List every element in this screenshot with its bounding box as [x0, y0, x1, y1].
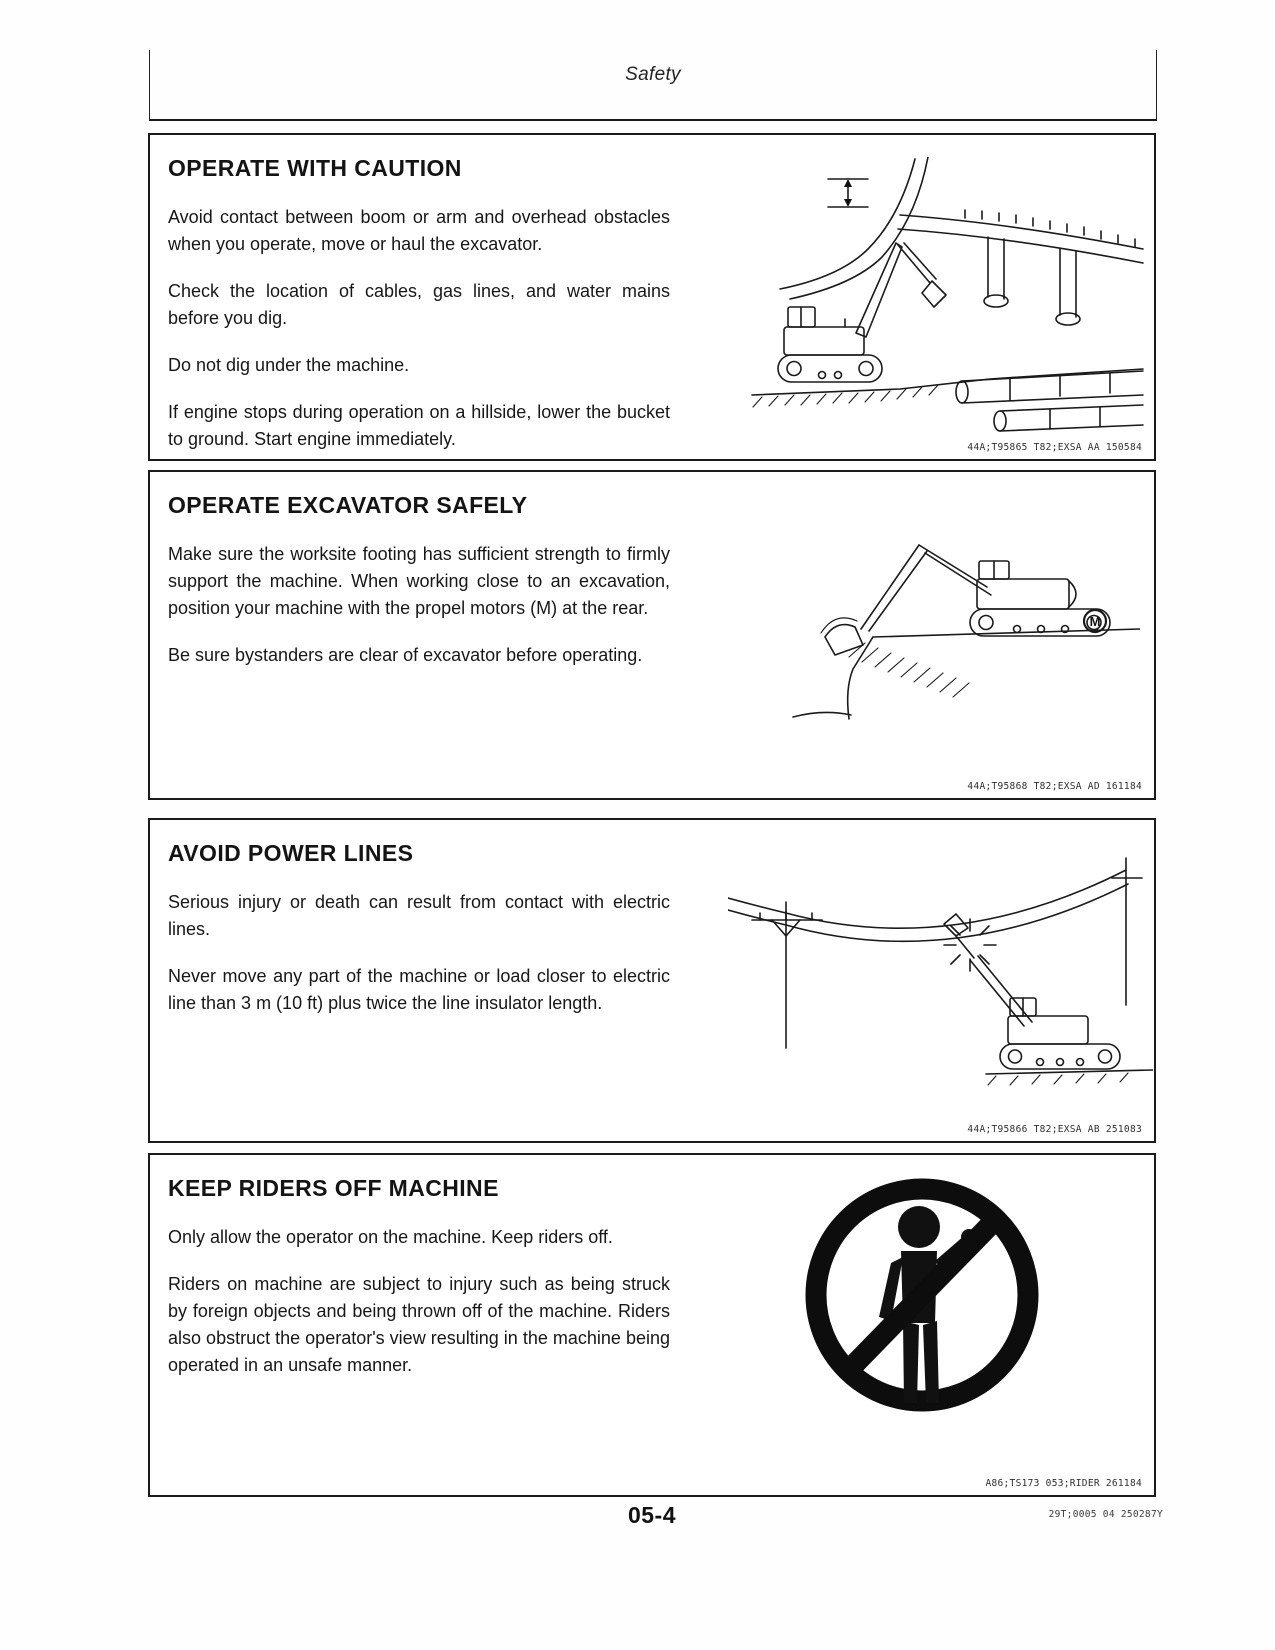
section-paragraph: Be sure bystanders are clear of excavator before operating.: [168, 645, 643, 665]
section-paragraph: Check the location of cables, gas lines, and water mains before you dig.: [168, 281, 670, 328]
header-title: Safety: [625, 64, 681, 85]
section-paragraph: Only allow the operator on the machine. Keep riders off.: [168, 1227, 613, 1247]
section-paragraph: Serious injury or death can result from contact with electric lines.: [168, 892, 670, 939]
figure-code: 44A;T95868 T82;EXSA AD 161184: [967, 781, 1142, 792]
section-keep-riders-off-machine: [148, 1153, 1156, 1497]
print-code: 29T;0005 04 250287Y: [1048, 1509, 1163, 1520]
section-title: OPERATE EXCAVATOR SAFELY: [168, 492, 528, 518]
section-text-column: [168, 840, 670, 1037]
section-text-column: [168, 492, 670, 689]
section-paragraph: Riders on machine are subject to injury such as being struck by foreign objects and being thrown off of the machine. Riders also obstruct the operator's view resulting in the machine being operated in an unsafe manner.: [168, 1274, 670, 1375]
section-paragraph: Never move any part of the machine or load closer to electric line than 3 m (10 ft) plus twice the line insulator length.: [168, 966, 670, 1013]
power-lines-contact-figure: [728, 840, 1153, 1095]
section-paragraph: Avoid contact between boom or arm and overhead obstacles when you operate, move or haul the excavator.: [168, 207, 670, 254]
figure-code: 44A;T95866 T82;EXSA AB 251083: [967, 1124, 1142, 1135]
section-operate-with-caution: [148, 133, 1156, 461]
overhead-obstacle-illustration: [750, 157, 1145, 442]
power-lines-illustration: [728, 840, 1153, 1095]
page-header: [149, 50, 1157, 121]
propel-motor-label: M: [1089, 614, 1101, 629]
excavation-edge-figure: [765, 517, 1140, 722]
section-text-column: [168, 155, 670, 473]
overhead-obstacle-clearance-figure: [750, 157, 1145, 442]
excavation-edge-illustration: [765, 517, 1140, 722]
section-title: KEEP RIDERS OFF MACHINE: [168, 1175, 499, 1201]
no-riders-prohibition-figure: [795, 1165, 1050, 1425]
section-paragraph: If engine stops during operation on a hillside, lower the bucket to ground. Start engine immediately.: [168, 402, 670, 449]
section-avoid-power-lines: [148, 818, 1156, 1143]
section-title: AVOID POWER LINES: [168, 840, 414, 866]
section-paragraph: Do not dig under the machine.: [168, 355, 410, 375]
figure-code: 44A;T95865 T82;EXSA AA 150584: [967, 442, 1142, 453]
figure-code: A86;TS173 053;RIDER 261184: [985, 1478, 1142, 1489]
section-text-column: [168, 1175, 670, 1399]
section-operate-excavator-safely: [148, 470, 1156, 800]
page-number: 05-4: [627, 1502, 677, 1528]
no-riders-symbol: [795, 1165, 1050, 1425]
section-title: OPERATE WITH CAUTION: [168, 155, 462, 181]
section-paragraph: Make sure the worksite footing has sufficient strength to firmly support the machine. When working close to an excavation, position your machine with the propel motors (M) at the rear.: [168, 544, 670, 618]
